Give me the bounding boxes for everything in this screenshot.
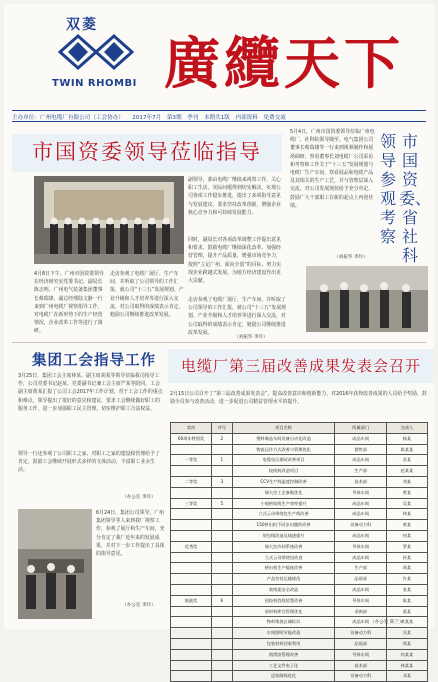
table-row [171, 563, 428, 574]
article3-intro: 2月15日公司召开了“第三届改善成果发表会”，提高改善意识和创新能力，对2016年获得改善成果的人员给予奖励，鼓励全员参与改善活动，进一步促进公司精益管理水平的提升。 [170, 391, 427, 406]
table-cell: 吴某 [386, 498, 427, 509]
table-row [171, 552, 428, 563]
table-cell: 生产部 [335, 466, 386, 477]
table-cell: 成品车间 [335, 509, 386, 520]
table-cell [171, 530, 212, 541]
table-cell: 5 [212, 498, 233, 509]
col-header-number: 序号 [212, 423, 233, 434]
article2-para1: 3月25日，集团工会主席林某、副主席胡某等领导莅临我司指导工作，公司党委书记赵某、党委副书记兼工会主席严某等陪同。工会副主席黄某汇报了公司工会2017年工作计划，对于工会工作的重点和难点，领导提出了很好的意见和建议，要求工会继续做好职工的服务工作，进一步加强职工民主管理，切实维护职工合法权益。 [18, 373, 163, 412]
table-cell: 成品车间 [335, 455, 386, 466]
table-cell: 工艺文件电子化 [232, 660, 335, 671]
table-cell [171, 574, 212, 585]
table-cell [212, 541, 233, 552]
table-cell: 6 [212, 595, 233, 606]
table-cell [212, 552, 233, 563]
table-cell: 成品车间 [335, 498, 386, 509]
table-cell: 陈某 [386, 595, 427, 606]
newspaper-page [4, 4, 434, 679]
table-cell: 品质部 [335, 638, 386, 649]
table-cell: 赵某某 [386, 466, 427, 477]
brand-name-cn: 双菱 [66, 17, 98, 33]
table-cell: 润滑油管理改善 [232, 649, 335, 660]
meeting-photo-image [34, 176, 184, 264]
table-row [171, 476, 428, 487]
table-cell: 物料堆放区域标识 [232, 617, 335, 628]
table-cell [212, 509, 233, 520]
table-cell: 导体车间 [335, 541, 386, 552]
article1-para-mid-bottom: 走访参观了电缆厂展厅、生产车间，并听取了公司领导的工作汇报，就公司“十三五”发展规划、产业升级和人才培养等进行深入交流，对公司取得的成绩表示肯定，勉励公司继续推进改革发展。 [110, 271, 184, 319]
table-cell [212, 606, 233, 617]
table-row [171, 509, 428, 520]
table-cell: 陈某某 [386, 444, 427, 455]
table-cell: 3 [212, 476, 233, 487]
table-row [171, 520, 428, 531]
masthead-title: 廣纜天下 [164, 31, 404, 97]
table-cell: 成品车间 [335, 530, 386, 541]
table-cell [171, 628, 212, 639]
table-cell [212, 584, 233, 595]
table-cell: 曾某 [386, 487, 427, 498]
table-cell: 技术部 [335, 476, 386, 487]
table-cell: 周某 [386, 563, 427, 574]
table-cell [171, 617, 212, 628]
union-photo [18, 509, 92, 619]
table-cell: 产品包装运输规范 [232, 574, 335, 585]
table-cell: 杨某 [386, 433, 427, 444]
table-cell: 成品车间 [335, 584, 386, 595]
table-cell [212, 487, 233, 498]
article3-headline: 电缆厂第三届改善成果发表会召开 [180, 357, 421, 375]
table-cell: 林某某 [386, 660, 427, 671]
table-cell [171, 552, 212, 563]
table-row [171, 671, 428, 682]
article1-para-mid-bottom-2: 走访参观了电缆厂展厅、生产车间，并听取了公司领导的工作汇报，就公司“十三五”发展规划、产业升级和人才培养等进行深入交流，对公司取得的成绩表示肯定，勉励公司继续推进改革发展。 [188, 297, 286, 336]
table-cell: 2 [212, 433, 233, 444]
table-row [171, 433, 428, 444]
table-cell: 鼓励奖 [171, 595, 212, 606]
table-cell: 邓某 [386, 671, 427, 682]
table-cell: 立式云母带绕包生产线改善 [232, 509, 335, 520]
table-cell [171, 606, 212, 617]
article1-para-right-top: 5月4日，广州市国资委领导莅临广州电缆厂，社科院领导随至。电气集团公司董事长蔡瑞雄等一行来到视频制作和展场调研，察看董事长刘电缆厂公司采访和考察和工作关于“十三五”发展规划与电缆厂生产车间，察看展品和电缆产品及其相关的生产工艺，并与管理层深入交流，对公司发展现状给予充分肯定，鼓励广大干部职工在新的起点上再创佳绩。 [290, 129, 375, 209]
table-cell: 导体车间 [335, 595, 386, 606]
table-cell: 梁某 [386, 606, 427, 617]
article2-credit1: （办公室 李玲） [122, 495, 156, 500]
section-divider [12, 342, 426, 343]
table-cell: 冯某 [386, 628, 427, 639]
col-header-person: 完成人 [386, 423, 427, 434]
table-cell: 巡检路线优化 [232, 671, 335, 682]
table-cell: 郑某 [386, 638, 427, 649]
table-row [171, 530, 428, 541]
table-cell: 塑料制品车间设备自动化改造 [232, 433, 335, 444]
table-cell: 黄某 [386, 520, 427, 531]
table-cell [171, 466, 212, 477]
article1-headline: 市国资委领导莅临指导 [32, 140, 262, 164]
article1-credit-mid: （刘振华 李玲） [234, 335, 268, 340]
award-table [170, 422, 428, 682]
article1-credit-right: （刘振华 李玲） [334, 255, 368, 260]
table-cell [171, 671, 212, 682]
table-cell: 技术部 [335, 660, 386, 671]
brand-name-en: TWIN RHOMBI [52, 78, 137, 89]
table-cell: 品质部 [335, 574, 386, 585]
table-cell: 车间照明节能改造 [232, 628, 335, 639]
table-cell: 黄某某 [386, 617, 427, 628]
table-cell [212, 520, 233, 531]
issue-info-bar: 主办单位：广州电缆厂有限公司（工会协办） 2017年7月 第3期 季刊 本期共1版 内部资料 免费交流 [12, 110, 426, 122]
table-cell: 装包线改造及线速提升 [232, 530, 335, 541]
table-cell: 小规格铝线生产效率提升 [232, 498, 335, 509]
visit-photo-image [306, 266, 428, 332]
table-cell: 优秀奖 [171, 541, 212, 552]
table-cell [171, 584, 212, 595]
table-cell: 导体车间 [335, 487, 386, 498]
table-cell [171, 444, 212, 455]
table-row [171, 595, 428, 606]
table-cell: 二等奖 [171, 476, 212, 487]
table-cell: 包装材料回收利用 [232, 638, 335, 649]
table-cell [171, 649, 212, 660]
table-cell: 一等奖 [171, 455, 212, 466]
table-cell: 采购部 [335, 606, 386, 617]
table-row [171, 574, 428, 585]
table-cell [212, 671, 233, 682]
table-row [171, 638, 428, 649]
table-cell: 何某 [386, 530, 427, 541]
table-cell [171, 487, 212, 498]
table-cell: 绞线机改造项目 [232, 466, 335, 477]
table-cell: 设备动力科 [335, 671, 386, 682]
table-cell: 成品车间 [335, 552, 386, 563]
table-cell [212, 466, 233, 477]
table-row [171, 649, 428, 660]
table-header-row [171, 423, 428, 434]
table-cell: 孙某 [386, 552, 427, 563]
table-row [171, 628, 428, 639]
article1-para-left-bottom: 4月8日下午，广州市国资委领导在经济研究室党委书记、副局长陈志明、广州电气装备集团董事长蔡瑞雄，副总经理陆文静一行来到广州电缆厂视察指导工作，对电缆厂在新形势下的生产经营情况、企业改革工作等进行了调研。 [34, 271, 104, 335]
table-row [171, 444, 428, 455]
table-cell: 原材料库存管理优化 [232, 606, 335, 617]
table-cell: 许某 [386, 574, 427, 585]
article2-headline: 集团工会指导工作 [32, 353, 156, 369]
table-cell: 立式云母带绕包改进 [232, 552, 335, 563]
table-cell [171, 660, 212, 671]
table-cell: 罗某 [386, 541, 427, 552]
table-cell [171, 563, 212, 574]
article3-credit: （办公室 陈兰） [370, 620, 404, 625]
table-row [171, 541, 428, 552]
article1-vertical-title-left: 领导参观考察 [379, 132, 396, 246]
table-cell: 成品车间 [335, 433, 386, 444]
table-cell: 电缆电压测试改善项目 [232, 455, 335, 466]
union-photo-image [18, 509, 92, 619]
visit-photo [306, 266, 428, 332]
table-cell: 物流运作方式改善与管理优化 [232, 444, 335, 455]
table-row [171, 606, 428, 617]
table-cell [212, 444, 233, 455]
table-cell [171, 638, 212, 649]
table-row [171, 584, 428, 595]
table-cell [171, 520, 212, 531]
table-cell: 挤出机生产能耗改善 [232, 563, 335, 574]
table-cell: 林某 [386, 509, 427, 520]
table-cell: 张某 [386, 584, 427, 595]
table-cell: 1 [212, 455, 233, 466]
table-cell [212, 574, 233, 585]
table-cell [212, 649, 233, 660]
article1-vertical-title-right: 市国资委、省社科 [399, 132, 432, 265]
table-cell [212, 530, 233, 541]
award-table-body [171, 433, 428, 681]
article2-para2: 领导一行还参观了公司职工之家，对职工之家的建设和管理给予了肯定，鼓励工会继续开展形式多样的文体活动，丰富职工业余生活。 [18, 451, 160, 474]
article1-para-mid: 副领导，郭由电缆厂继续来视察工作，关心职工生活，实际问题得到切实解决，实现公司各项工作稳步推进，提出了多项指导意见与发展建议，要求坚持改革创新，增强企业核心竞争力和可持续发展能力。 [188, 177, 281, 216]
table-row [171, 466, 428, 477]
table-cell: 铜大拉工艺参数优化 [232, 487, 335, 498]
table-cell [212, 660, 233, 671]
table-cell: CCV生产线温度控制改善 [232, 476, 335, 487]
table-cell: 成品车间 [335, 617, 386, 628]
table-cell: 三等奖 [171, 498, 212, 509]
col-header-project: 项目名称 [232, 423, 335, 434]
table-row [171, 455, 428, 466]
table-cell: 设备动力科 [335, 628, 386, 639]
table-cell [212, 563, 233, 574]
table-cell: 生产部 [335, 563, 386, 574]
col-header-award: 奖项 [171, 423, 212, 434]
table-row [171, 498, 428, 509]
table-cell: 铜大拉冷却系统改善 [232, 541, 335, 552]
table-row [171, 660, 428, 671]
table-cell [171, 509, 212, 520]
table-row [171, 487, 428, 498]
table-cell: 销售部 [335, 444, 386, 455]
table-cell: 苏某 [386, 455, 427, 466]
twin-rhombi-logo-icon [56, 32, 136, 72]
article1-para-mid2: 同时，副局长对各项改革调整工作提出意见和要求，鼓励电缆厂继续深化改革，加强经营管理，提升产品质量，增强市场竞争力，按照“立足广州、面向全国”的目标，努力实现企业跨越式发展，为地方经济建设作出更大贡献。 [188, 237, 282, 285]
col-header-department: 所属部门 [335, 423, 386, 434]
table-cell [212, 617, 233, 628]
table-cell: 导体车间 [335, 649, 386, 660]
table-cell: 收线架安全改造 [232, 584, 335, 595]
meeting-photo [34, 176, 184, 264]
table-cell: 何某某 [386, 649, 427, 660]
table-cell [212, 628, 233, 639]
table-cell: 刘某 [386, 476, 427, 487]
table-cell: 60周年特别奖 [171, 433, 212, 444]
table-cell: 扭绞机挡线装置改善 [232, 595, 335, 606]
table-cell: 150挤出机不同步问题的改善 [232, 520, 335, 531]
article2-para3: 6月24日，集团公司领导、广州集团领导等人来到我厂视察工作，参观了展厅和生产车间，充分肯定了我厂近年来的发展成果，并对下一步工作提出了具体的指导意见。 [96, 510, 165, 558]
article2-credit2: （办公室 李玲） [122, 603, 156, 608]
table-cell: 设备动力科 [335, 520, 386, 531]
table-cell [212, 638, 233, 649]
